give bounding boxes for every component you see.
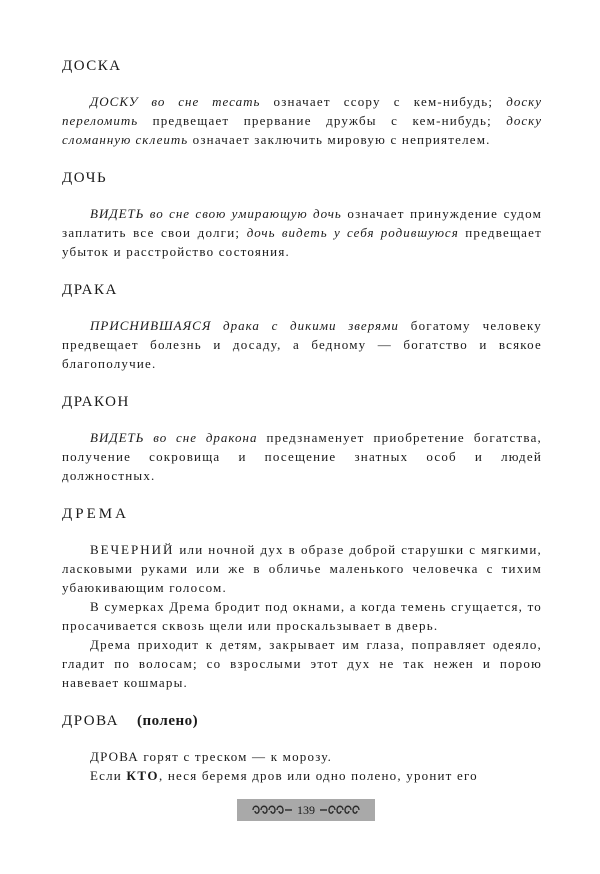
entry-drova — [62, 713, 542, 785]
page-number: 139 — [297, 802, 315, 817]
entry-paragraph — [62, 204, 542, 261]
entry-paragraph — [62, 540, 542, 597]
entry-subtitle: (полено) — [136, 713, 199, 729]
entry-paragraph: В сумерках Дрема бродит под окнами, а когда темень сгущается, то просачивается сквозь щели или проскальзывает в дверь. — [62, 599, 542, 633]
entry-text: означает ссору с кем-нибудь; — [260, 94, 507, 109]
entry-phrase-italic: ДОСКУ во сне тесать — [90, 94, 261, 109]
entries-list — [62, 58, 542, 485]
entry-title: ДРАКОН — [62, 394, 130, 410]
entry-text: , неся беремя дров или одно полено, уронит его — [158, 768, 478, 783]
entry — [62, 170, 542, 261]
entry — [62, 394, 542, 485]
entry-text: предзнаменует приобретение богатства, получение сокровища и посещение знатных особ и людей должностных. — [62, 430, 542, 483]
right-scroll-ornament-icon — [319, 803, 361, 817]
entry-title: ДРАКА — [62, 282, 118, 298]
entry-title: ДРЕМА — [62, 506, 129, 522]
entry-phrase-italic: доску переломить — [62, 94, 542, 128]
entry-paragraph: ДРОВА горят с треском — к морозу. — [90, 749, 333, 764]
entry-phrase-italic: ВИДЕТЬ во сне свою умирающую дочь — [90, 206, 342, 221]
entry-text: богатому человеку предвещает болезнь и досаду, а бедному — богатство и всякое благополучие. — [62, 318, 542, 371]
entry-paragraph: Дрема приходит к детям, закрывает им глаза, поправляет одеяло, гладит по волосам; со взрослыми этот дух не так нежен и порою навевает кошмары. — [62, 637, 542, 690]
entry-phrase-italic: доску сломанную склеить — [62, 113, 542, 147]
entry-text: или ночной дух в образе доброй старушки с мягкими, ласковыми руками или же в обличье маленького человечка с тихим убаюкивающим голосом. — [62, 542, 542, 595]
left-scroll-ornament-icon — [251, 803, 293, 817]
entry-phrase-italic: дочь видеть у себя родившуюся — [246, 225, 459, 240]
entry-text: предвещает убыток и расстройство состояния. — [62, 225, 542, 259]
entry-keyword: КТО — [126, 768, 159, 783]
page-footer — [237, 799, 375, 821]
entry-title: ДОСКА — [62, 58, 122, 74]
entry — [62, 282, 542, 373]
entry-paragraph — [62, 766, 542, 785]
entry-paragraph — [62, 316, 542, 373]
entry-paragraph — [62, 92, 542, 149]
entry-text: означает заключить мировую с неприятелем. — [188, 132, 491, 147]
entry-phrase-italic: ВИДЕТЬ во сне дракона — [90, 430, 258, 445]
entry-text: означает принуждение судом заплатить все свои долги; — [62, 206, 543, 240]
entry-text: Если — [90, 768, 127, 783]
entry-drema — [62, 506, 542, 692]
entry-title-main: ДРОВА — [62, 713, 119, 729]
entry-phrase-italic: ПРИСНИВШАЯСЯ драка с дикими зверями — [90, 318, 399, 333]
entry-paragraph — [62, 428, 542, 485]
entry-keyword: ВЕЧЕРНИЙ — [90, 542, 175, 557]
page-content — [62, 58, 542, 806]
entry-title: ДОЧЬ — [62, 170, 108, 186]
entry-title — [62, 713, 542, 730]
entry — [62, 58, 542, 149]
entry-text: предвещает прервание дружбы с кем-нибудь; — [138, 113, 507, 128]
